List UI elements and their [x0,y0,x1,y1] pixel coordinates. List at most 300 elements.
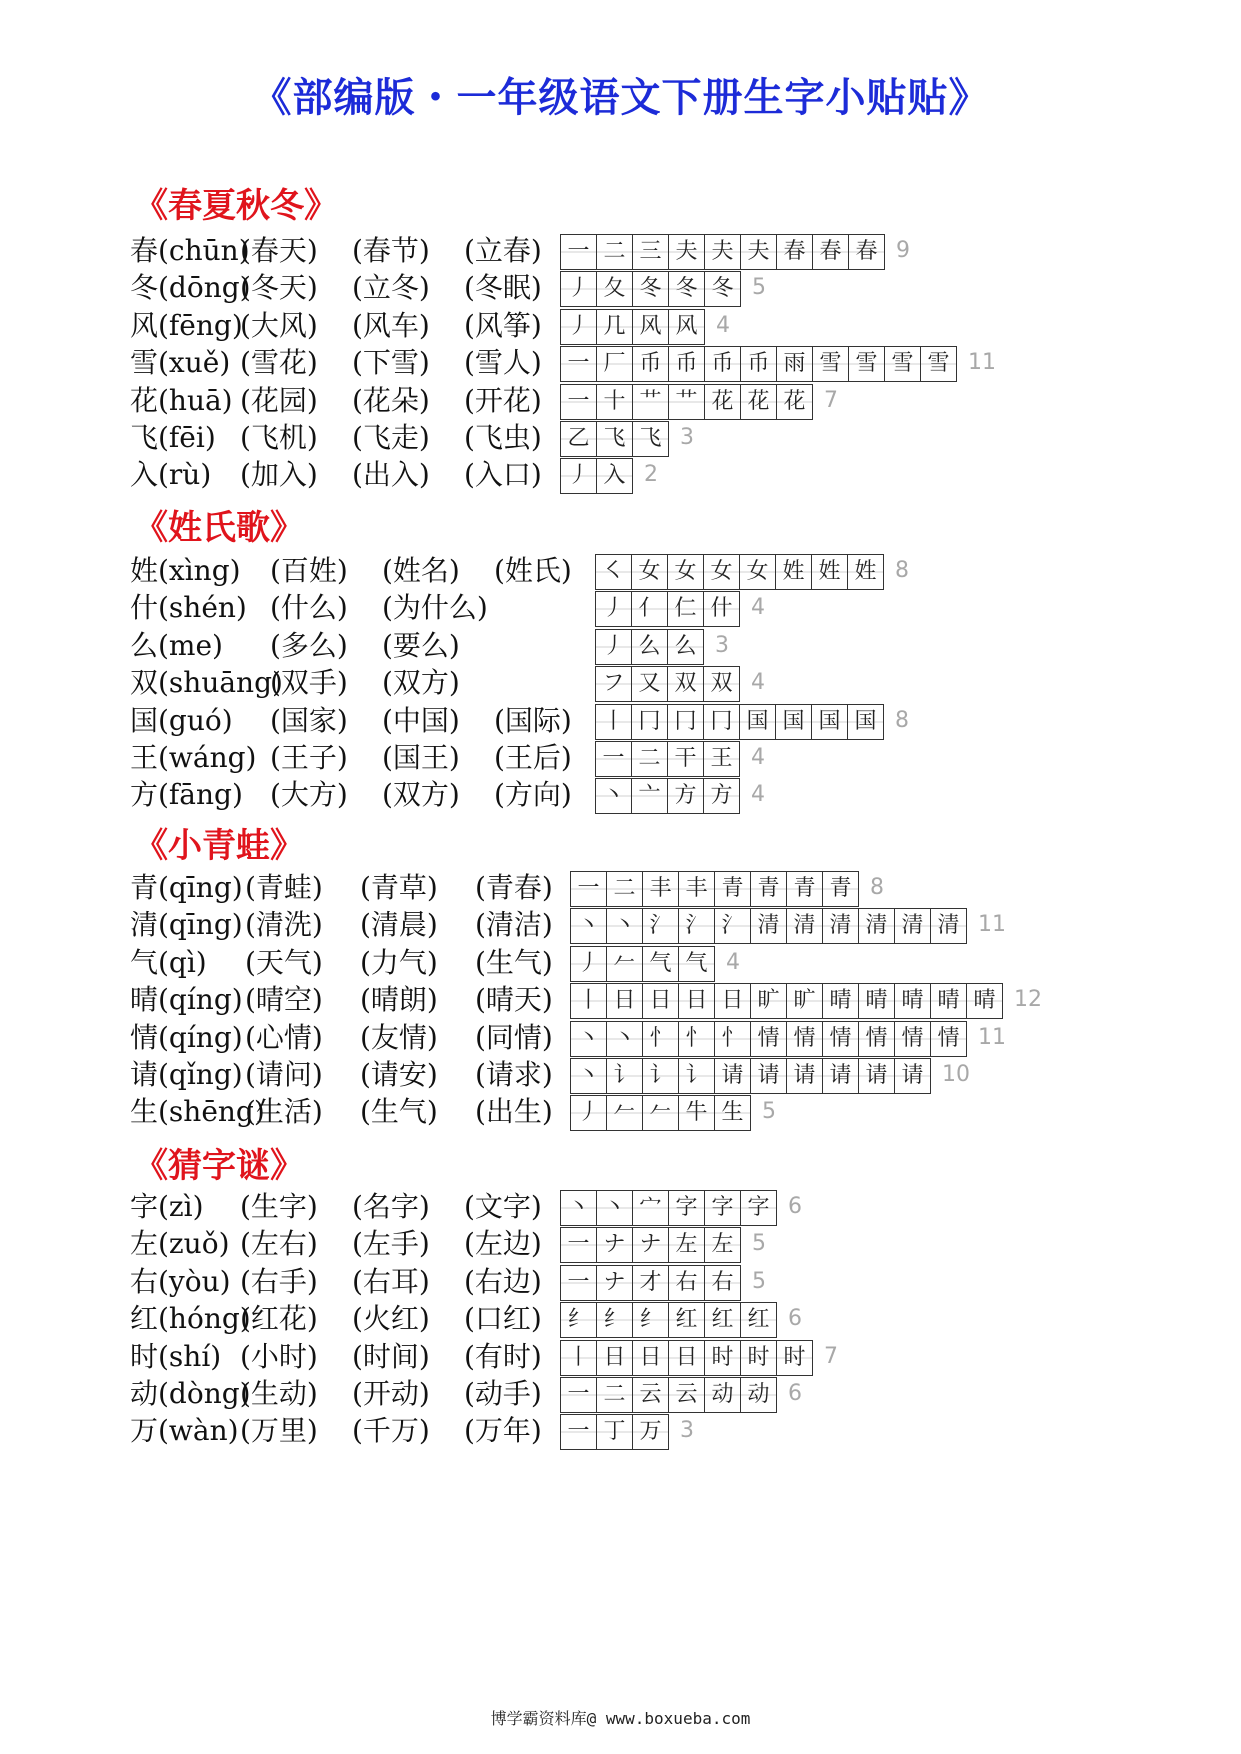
character-pinyin: 方(fāng) [130,778,243,812]
character-row [130,868,1190,908]
stroke-cell: ナ [597,1266,633,1300]
character-pinyin: 雪(xuě) [130,346,231,380]
stroke-count: 4 [716,312,730,338]
character-row [130,1337,1190,1377]
stroke-cell: 纟 [597,1303,633,1337]
stroke-cell: 日 [643,984,679,1018]
character-row [130,943,1190,983]
character-pinyin: 国(guó) [130,703,233,737]
stroke-cell: 生 [715,1096,751,1130]
character-row [130,588,1190,628]
vocabulary-word: (右手) [240,1264,318,1298]
stroke-cell: 花 [777,385,813,419]
stroke-cell: 丿 [561,272,597,306]
stroke-cell: 三 [633,235,669,269]
stroke-cell: 丶 [597,1191,633,1225]
stroke-count: 7 [824,1343,838,1369]
vocabulary-word: (青春) [475,871,553,904]
character-pinyin: 动(dòng) [130,1377,251,1410]
stroke-cell: 才 [633,1266,669,1300]
stroke-cell: 雪 [813,347,849,381]
stroke-cell: 时 [777,1341,813,1375]
vocabulary-word: (开动) [352,1377,430,1410]
stroke-cell: 请 [895,1059,931,1093]
vocabulary-word: (雪人) [464,346,542,380]
stroke-cell: 什 [704,592,740,626]
stroke-cell: 晴 [931,984,967,1018]
vocabulary-word: (力气) [360,945,438,979]
stroke-count: 6 [788,1194,802,1219]
stroke-order-grid [570,871,859,907]
stroke-cell: 仁 [668,592,704,626]
stroke-cell: 夂 [597,272,633,306]
stroke-cell: 晴 [895,984,931,1018]
stroke-cell: 青 [715,872,751,906]
vocabulary-word: (清洁) [475,908,553,942]
character-pinyin: 青(qīng) [130,871,243,904]
stroke-count: 3 [680,425,694,450]
stroke-cell: 日 [679,984,715,1018]
stroke-order-grid [560,1377,777,1413]
stroke-cell: ㇛ [596,555,632,589]
stroke-cell: 女 [704,555,740,589]
stroke-cell: 情 [751,1022,787,1056]
stroke-cell: 一 [561,235,597,269]
vocabulary-word: (小时) [240,1339,318,1373]
vocabulary-word: (方向) [494,778,572,812]
stroke-order-grid [560,421,669,457]
stroke-order-grid [560,234,885,270]
stroke-cell: 冬 [633,272,669,306]
stroke-count: 3 [715,632,729,658]
stroke-cell: 丶 [607,909,643,943]
stroke-order-grid [560,384,813,420]
stroke-cell: 一 [561,1415,597,1449]
character-pinyin: 花(huā) [130,383,233,417]
stroke-cell: 丨 [571,984,607,1018]
character-pinyin: 右(yòu) [130,1264,231,1298]
stroke-cell: 字 [741,1191,777,1225]
stroke-cell: 姓 [776,555,812,589]
stroke-order-grid [595,704,884,740]
vocabulary-word: (晴朗) [360,983,438,1017]
character-row [130,381,1190,421]
stroke-cell: 忄 [679,1022,715,1056]
stroke-cell: フ [596,667,632,701]
vocabulary-word: (加入) [240,458,318,492]
stroke-cell: 国 [812,705,848,739]
stroke-order-grid [560,346,957,382]
stroke-order-grid [595,629,704,665]
stroke-cell: 丶 [571,1022,607,1056]
stroke-count: 4 [726,949,740,975]
vocabulary-word: (花园) [240,383,318,417]
stroke-cell: 国 [740,705,776,739]
section-title: 《猜字谜》 [134,1146,304,1186]
stroke-cell: 请 [823,1059,859,1093]
stroke-cell: 花 [741,385,777,419]
vocabulary-word: (名字) [352,1190,430,1223]
stroke-cell: 请 [859,1059,895,1093]
vocabulary-word: (同情) [475,1020,553,1054]
stroke-cell: 云 [669,1378,705,1412]
stroke-order-grid [570,983,1003,1019]
stroke-cell: 女 [740,555,776,589]
stroke-cell: 冂 [668,705,704,739]
stroke-cell: 风 [669,310,705,344]
stroke-cell: 右 [669,1266,705,1300]
stroke-cell: 情 [931,1022,967,1056]
stroke-cell: 动 [741,1378,777,1412]
stroke-cell: 日 [607,984,643,1018]
stroke-order-grid [560,1302,777,1338]
stroke-cell: 双 [668,667,704,701]
character-row [130,1374,1190,1414]
stroke-cell: 氵 [679,909,715,943]
stroke-cell: 雪 [885,347,921,381]
stroke-cell: 晴 [859,984,895,1018]
character-pinyin: 万(wàn) [130,1414,239,1448]
character-row [130,626,1190,666]
stroke-cell: 币 [741,347,777,381]
vocabulary-word: (心情) [245,1020,323,1054]
stroke-cell: 夫 [705,235,741,269]
stroke-cell: 丿 [596,630,632,664]
stroke-count: 4 [751,782,765,808]
vocabulary-word: (清洗) [245,908,323,942]
vocabulary-word: (雪花) [240,346,318,380]
vocabulary-word: (下雪) [352,346,430,380]
stroke-cell: 字 [669,1191,705,1225]
stroke-cell: 雪 [921,347,957,381]
stroke-cell: 清 [751,909,787,943]
vocabulary-word: (冬天) [240,271,318,305]
vocabulary-word: (万年) [464,1414,542,1448]
vocabulary-word: (万里) [240,1414,318,1448]
stroke-cell: 姓 [812,555,848,589]
stroke-cell: 右 [705,1266,741,1300]
stroke-cell: 丁 [597,1415,633,1449]
character-row [130,1055,1190,1095]
stroke-cell: 风 [633,310,669,344]
stroke-order-grid [595,554,884,590]
stroke-cell: 么 [668,630,704,664]
stroke-cell: 一 [561,385,597,419]
vocabulary-word: (请问) [245,1058,323,1091]
stroke-cell: 冬 [705,272,741,306]
stroke-count: 12 [1014,987,1042,1013]
stroke-cell: 晴 [823,984,859,1018]
stroke-count: 8 [895,558,909,583]
stroke-cell: 雪 [849,347,885,381]
stroke-cell: 飞 [633,422,669,456]
stroke-order-grid [560,1265,741,1301]
character-pinyin: 左(zuǒ) [130,1227,230,1261]
character-row [130,1092,1190,1132]
vocabulary-word: (双手) [270,666,348,700]
character-pinyin: 情(qíng) [130,1020,243,1054]
stroke-order-grid [560,309,705,345]
stroke-order-grid [595,741,740,777]
stroke-cell: 𠂉 [607,947,643,981]
stroke-cell: 红 [741,1303,777,1337]
character-pinyin: 时(shí) [130,1339,222,1373]
stroke-order-grid [560,1190,777,1226]
stroke-cell: 时 [705,1341,741,1375]
vocabulary-word: (百姓) [270,554,348,587]
stroke-cell: 丨 [561,1341,597,1375]
stroke-cell: 字 [705,1191,741,1225]
stroke-cell: 雨 [777,347,813,381]
stroke-cell: 丨 [596,705,632,739]
stroke-cell: 宀 [633,1191,669,1225]
vocabulary-word: (王后) [494,741,572,774]
stroke-cell: 艹 [669,385,705,419]
stroke-count: 6 [788,1381,802,1406]
vocabulary-word: (有时) [464,1339,542,1373]
character-pinyin: 飞(fēi) [130,421,216,454]
character-row [130,268,1190,308]
stroke-cell: 方 [704,779,740,813]
vocabulary-word: (国王) [382,741,460,774]
stroke-cell: 清 [859,909,895,943]
stroke-count: 11 [978,1024,1006,1050]
vocabulary-word: (左右) [240,1227,318,1261]
stroke-cell: 姓 [848,555,884,589]
character-row [130,1187,1190,1227]
stroke-cell: 晴 [967,984,1003,1018]
stroke-order-grid [570,1095,751,1131]
stroke-cell: 牛 [679,1096,715,1130]
stroke-cell: 讠 [679,1059,715,1093]
vocabulary-word: (开花) [464,383,542,417]
stroke-cell: 二 [607,872,643,906]
character-pinyin: 王(wáng) [130,741,257,774]
stroke-count: 4 [751,595,765,621]
stroke-cell: 入 [597,459,633,493]
stroke-cell: 丿 [571,947,607,981]
stroke-count: 5 [762,1099,776,1125]
character-row [130,663,1190,703]
stroke-cell: 么 [632,630,668,664]
stroke-cell: 国 [848,705,884,739]
vocabulary-word: (大方) [270,778,348,812]
stroke-cell: 春 [813,235,849,269]
vocabulary-word: (入口) [464,458,542,492]
vocabulary-word: (立春) [464,234,542,267]
vocabulary-word: (春节) [352,234,430,267]
character-pinyin: 冬(dōng) [130,271,251,305]
vocabulary-word: (右边) [464,1264,542,1298]
stroke-cell: ナ [597,1228,633,1262]
stroke-cell: 一 [561,1228,597,1262]
stroke-cell: 请 [787,1059,823,1093]
vocabulary-word: (动手) [464,1377,542,1410]
stroke-count: 11 [968,350,996,376]
stroke-cell: 青 [751,872,787,906]
vocabulary-word: (文字) [464,1190,542,1223]
character-row [130,306,1190,346]
character-pinyin: 姓(xìng) [130,554,241,587]
stroke-cell: 女 [632,555,668,589]
stroke-cell: 一 [561,347,597,381]
stroke-cell: 冂 [704,705,740,739]
vocabulary-word: (中国) [382,703,460,737]
stroke-cell: 亠 [632,779,668,813]
character-row [130,551,1190,591]
vocabulary-word: (春天) [240,234,318,267]
stroke-order-grid [595,591,740,627]
stroke-count: 8 [870,875,884,900]
stroke-cell: 情 [823,1022,859,1056]
vocabulary-word: (什么) [270,591,348,625]
character-pinyin: 生(shēng) [130,1095,265,1129]
vocabulary-word: (青蛙) [245,871,323,904]
character-row [130,701,1190,741]
stroke-cell: 丰 [679,872,715,906]
stroke-cell: 云 [633,1378,669,1412]
stroke-cell: 日 [715,984,751,1018]
vocabulary-word: (请求) [475,1058,553,1091]
stroke-cell: 青 [787,872,823,906]
stroke-cell: 动 [705,1378,741,1412]
vocabulary-word: (双方) [382,778,460,812]
vocabulary-word: (风筝) [464,308,542,342]
stroke-cell: 夫 [669,235,705,269]
vocabulary-word: (生字) [240,1190,318,1223]
stroke-order-grid [595,778,740,814]
stroke-cell: 万 [633,1415,669,1449]
stroke-order-grid [595,666,740,702]
stroke-cell: 丿 [561,310,597,344]
vocabulary-word: (清晨) [360,908,438,942]
stroke-cell: 花 [705,385,741,419]
vocabulary-word: (大风) [240,308,318,342]
stroke-count: 4 [751,670,765,696]
stroke-cell: 十 [597,385,633,419]
stroke-cell: 丶 [596,779,632,813]
stroke-cell: 干 [668,742,704,776]
stroke-cell: 忄 [715,1022,751,1056]
character-pinyin: 风(fēng) [130,308,243,342]
page-title: 《部编版・一年级语文下册生字小贴贴》 [251,75,990,121]
stroke-cell: 币 [633,347,669,381]
stroke-cell: 国 [776,705,812,739]
vocabulary-word: (出入) [352,458,430,492]
stroke-cell: 气 [643,947,679,981]
vocabulary-word: (风车) [352,308,430,342]
stroke-cell: 亻 [632,592,668,626]
character-row [130,455,1190,495]
stroke-cell: 一 [596,742,632,776]
stroke-order-grid [560,458,633,494]
stroke-cell: 气 [679,947,715,981]
character-row [130,1018,1190,1058]
stroke-count: 5 [752,275,766,301]
stroke-cell: 清 [787,909,823,943]
stroke-cell: 一 [571,872,607,906]
stroke-cell: ナ [633,1228,669,1262]
section-title: 《小青蛙》 [134,826,304,866]
stroke-cell: 冬 [669,272,705,306]
character-row [130,738,1190,778]
stroke-cell: 左 [669,1228,705,1262]
character-row [130,1411,1190,1451]
stroke-count: 2 [644,462,658,488]
stroke-order-grid [560,271,741,307]
vocabulary-word: (生动) [240,1377,318,1410]
stroke-cell: 丿 [571,1096,607,1130]
stroke-count: 5 [752,1231,766,1257]
stroke-cell: 讠 [643,1059,679,1093]
vocabulary-word: (国际) [494,703,572,737]
character-pinyin: 春(chūn) [130,234,250,267]
vocabulary-word: (多么) [270,628,348,662]
stroke-cell: 清 [895,909,931,943]
stroke-cell: 又 [632,667,668,701]
stroke-cell: 日 [633,1341,669,1375]
stroke-count: 6 [788,1306,802,1332]
vocabulary-word: (右耳) [352,1264,430,1298]
stroke-order-grid [570,908,967,944]
character-row [130,1299,1190,1339]
stroke-cell: 请 [751,1059,787,1093]
vocabulary-word: (时间) [352,1339,430,1373]
character-row [130,775,1190,815]
vocabulary-word: (飞虫) [464,421,542,454]
vocabulary-word: (姓名) [382,554,460,587]
stroke-cell: 一 [561,1266,597,1300]
vocabulary-word: (生气) [360,1095,438,1129]
vocabulary-word: (左边) [464,1227,542,1261]
vocabulary-word: (晴天) [475,983,553,1017]
vocabulary-word: (要么) [382,628,460,662]
stroke-cell: 双 [704,667,740,701]
vocabulary-word: (飞走) [352,421,430,454]
vocabulary-word: (生气) [475,945,553,979]
stroke-cell: 丶 [571,909,607,943]
stroke-cell: 一 [561,1378,597,1412]
stroke-count: 5 [752,1268,766,1294]
stroke-order-grid [570,946,715,982]
stroke-cell: 旷 [751,984,787,1018]
character-pinyin: 红(hóng) [130,1302,251,1336]
character-pinyin: 字(zì) [130,1190,204,1223]
stroke-cell: 清 [931,909,967,943]
stroke-count: 3 [680,1418,694,1444]
stroke-cell: 女 [668,555,704,589]
stroke-count: 8 [895,707,909,733]
stroke-cell: 纟 [561,1303,597,1337]
vocabulary-word: (火红) [352,1302,430,1336]
vocabulary-word: (红花) [240,1302,318,1336]
vocabulary-word: (千万) [352,1414,430,1448]
stroke-cell: 情 [859,1022,895,1056]
stroke-cell: 春 [777,235,813,269]
vocabulary-word: (口红) [464,1302,542,1336]
character-pinyin: 么(me) [130,628,223,662]
stroke-cell: 二 [597,1378,633,1412]
vocabulary-word: (出生) [475,1095,553,1129]
section-title: 《春夏秋冬》 [134,186,338,226]
stroke-cell: 红 [669,1303,705,1337]
character-row [130,1224,1190,1264]
stroke-cell: 氵 [643,909,679,943]
stroke-order-grid [560,1227,741,1263]
character-pinyin: 气(qì) [130,945,207,979]
stroke-cell: 春 [849,235,885,269]
stroke-cell: 丶 [571,1059,607,1093]
